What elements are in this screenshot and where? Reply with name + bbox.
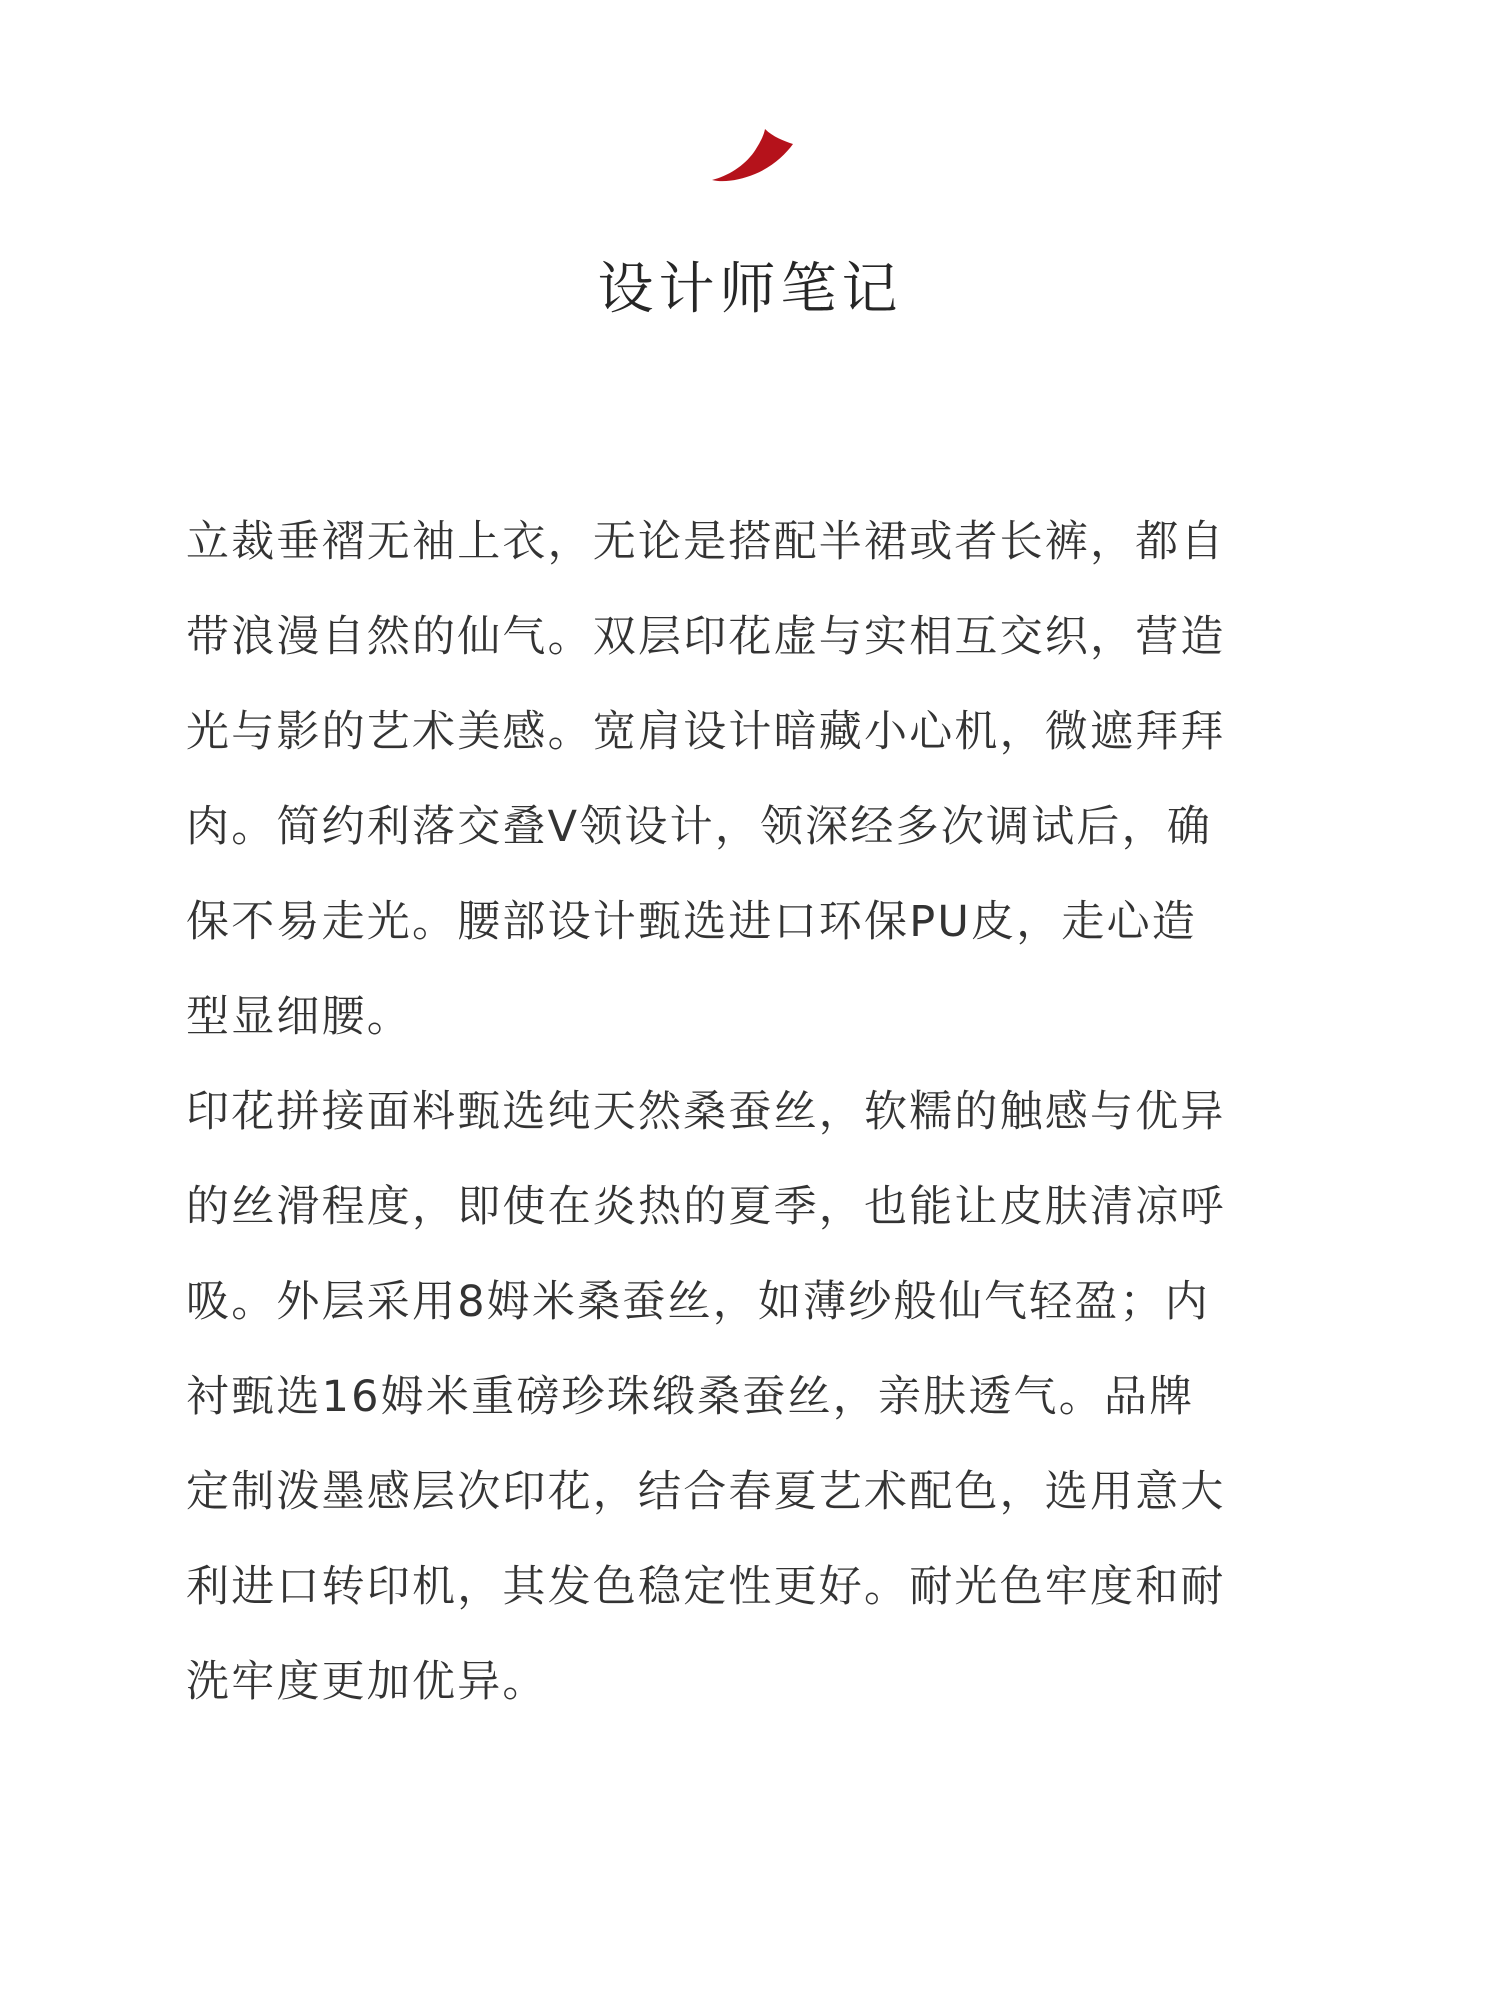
text-line: 型显细腰。 [186, 992, 412, 1042]
page-title: 设计师笔记 [597, 257, 903, 322]
text-line: 肉。简约利落交叠V领设计，领深经多次调试后，确 [186, 802, 1213, 852]
text-line: 保不易走光。腰部设计甄选进口环保PU皮，走心造 [186, 897, 1198, 947]
text-line: 的丝滑程度，即使在炎热的夏季，也能让皮肤清凉呼 [186, 1182, 1226, 1232]
text-line: 带浪漫自然的仙气。双层印花虚与实相互交织，营造 [186, 612, 1226, 662]
text-line: 光与影的艺术美感。宽肩设计暗藏小心机，微遮拜拜 [186, 707, 1226, 757]
text-line: 定制泼墨感层次印花，结合春夏艺术配色，选用意大 [186, 1467, 1226, 1517]
logo-stroke [712, 129, 793, 181]
text-line: 吸。外层采用8姆米桑蚕丝，如薄纱般仙气轻盈；内 [186, 1277, 1210, 1327]
text-line: 利进口转印机，其发色稳定性更好。耐光色牢度和耐 [186, 1562, 1226, 1612]
text-line: 立裁垂褶无袖上衣，无论是搭配半裙或者长裤，都自 [186, 517, 1226, 567]
text-line: 印花拼接面料甄选纯天然桑蚕丝，软糯的触感与优异 [186, 1087, 1226, 1137]
red-brushstroke-logo-icon [710, 128, 794, 184]
text-line: 衬甄选16姆米重磅珍珠缎桑蚕丝，亲肤透气。品牌 [186, 1372, 1195, 1422]
text-line: 洗牢度更加优异。 [186, 1657, 548, 1707]
designer-notes-body [186, 495, 1321, 1730]
